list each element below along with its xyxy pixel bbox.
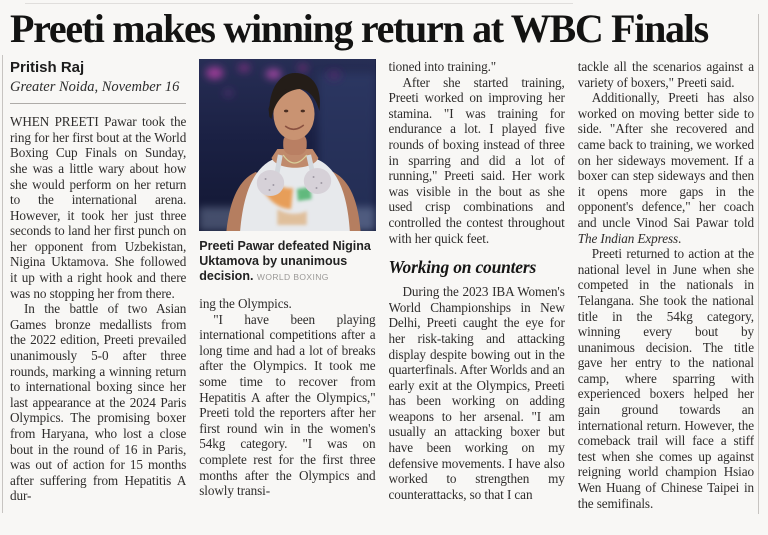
paragraph-text: Additionally, Preeti has also worked on moving better side to side. "After she recovered and came back to training, we worked on her sideways movement. If a boxer can step sideways and then it opens more gaps in the opponent's defence," her coach and uncle Vinod Sai Pawar told	[577, 90, 754, 230]
byline-author: Pritish Raj	[10, 59, 85, 76]
boxer-photo-illustration	[199, 59, 375, 231]
paragraph: During the 2023 IBA Women's World Championships in New Delhi, Preeti caught the eye for her risk-taking and attacking display despite bowing out in the quarterfinals. After Worlds and an early exit at the Olympics, Preeti has been working on adding weapons to her arsenal. "I am usually an attacking boxer but have been working on my defensive movements. I have also worked to strengthen my counterattacks, so that I can	[388, 284, 565, 502]
paragraph: tioned into training."	[388, 59, 497, 74]
photo-caption	[199, 239, 375, 285]
photo-caption-text: Preeti Pawar defeated Nigina Uktamova by unanimous decision.	[199, 239, 371, 283]
paragraph: In the battle of two Asian Games bronze medallists from the 2022 edition, Preeti prevailed unanimously 5-0 after three rounds, marking a winning return to international boxing since her last appearance at the 2024 Paris Olympics. The promising boxer from Haryana, who lost a close bout in the round of 16 in Paris, was out of action for 15 months after suffering from Hepatitis A dur-	[10, 301, 187, 504]
paragraph: WHEN PREETI Pawar took the ring for her first bout at the World Boxing Cup Finals on Sunday, she was a little wary about how she would perform on her return to the international arena. However, it took her just three seconds to land her first punch on her opponent from Uzbekistan, Nigina Uktamova. She followed it up with a right hook and there was no stopping her from there.	[10, 114, 187, 301]
column-1	[10, 59, 186, 529]
boxer-photo	[199, 59, 375, 231]
column-3	[389, 59, 565, 529]
paragraph-text: .	[678, 230, 682, 246]
publication-name: The Indian Express	[577, 230, 679, 246]
paragraph: ing the Olympics.	[199, 296, 292, 311]
column-4	[578, 59, 754, 529]
article-columns	[0, 59, 768, 529]
section-subhead: Working on counters	[388, 257, 537, 278]
left-column-rule	[2, 55, 3, 513]
paragraph: After she started training, Preeti worked on improving her stamina. "I was training for endurance a lot. I played five rounds of boxing instead of three in sparring and did a lot of running," Preeti said. Her work was visible in the bout as she used crisp combinations and controlled the contest throughout with her quick feet.	[388, 74, 565, 246]
right-column-rule	[758, 14, 759, 514]
byline-divider	[10, 103, 186, 104]
paragraph: tackle all the scenarios against a variety of boxers," Preeti said.	[577, 59, 754, 90]
paragraph: "I have been playing international competitions after a long time and had a lot of breaks after the Olympics. It took me some time to recover from Hepatitis A after the Olympics," Preeti told the reporters after her first round win in the women's 54kg category. "I was on complete rest for the first three months after the Olympics and slowly transi-	[199, 311, 376, 499]
article-headline: Preeti makes winning return at WBC Finals	[10, 6, 708, 51]
paragraph	[578, 90, 754, 246]
paragraph: Preeti returned to action at the national level in June when she competed in the nationals in Telangana. She took the national title in the 54kg category, winning every bout by unanimous decision. The title gave her entry to the national camp, where sparring with experienced boxers helped her gain ground towards an international return. However, the comeback trail will face a stiff test when she comes up against reigning world champion Hsiao Wen Huang of Chinese Taipei in the semifinals.	[577, 246, 754, 511]
column-2	[199, 59, 375, 529]
top-hairline	[25, 3, 573, 4]
photo-credit: WORLD BOXING	[256, 272, 329, 282]
byline-dateline: Greater Noida, November 16	[10, 79, 180, 95]
